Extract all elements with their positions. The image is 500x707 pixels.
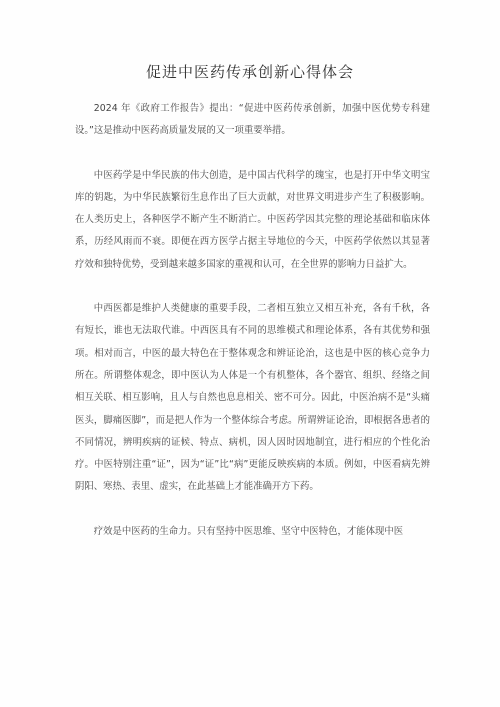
- paragraph-3: 中西医都是维护人类健康的重要手段，二者相互独立又相互补充，各有千秋，各有短长，谁也无法取代谁。中西医具有不同的思维模式和理论体系，各有其优势和强项。相对而言，中医的最大特色在于整体观念和辨证论治，这也是中医的核心竞争力所在。所谓整体观念，即中医认为人体是一个有机整体，各个器官、组织、经络之间相互关联、相互影响，且人与自然也息息相关、密不可分。因此，中医治病不是“头痛医头，脚痛医脚”，而是把人作为一个整体综合考虑。所谓辨证论治，即根据各患者的不同情况，辨明疾病的证候、特点、病机，因人因时因地制宜，进行相应的个性化治疗。中医特别注重“证”，因为“证”比“病”更能反映疾病的本质。例如，中医看病先辨阴阳、寒热、表里、虚实，在此基础上才能准确开方下药。: [75, 303, 430, 493]
- document-title: 促进中医药传承创新心得体会: [145, 63, 354, 81]
- document-body: [75, 98, 430, 565]
- paragraph-1: 2024 年《政府工作报告》提出：“促进中医药传承创新，加强中医优势专科建设。”这是推动中医药高质量发展的又一项重要举措。: [75, 103, 430, 137]
- paragraph-4: 疗效是中医药的生命力。只有坚持中医思维、坚守中医特色，才能体现中医: [93, 525, 404, 537]
- paragraph-2: 中医药学是中华民族的伟大创造，是中国古代科学的瑰宝，也是打开中华文明宝库的钥匙，为中华民族繁衍生息作出了巨大贡献，对世界文明进步产生了积极影响。在人类历史上，各种医学不断产生不断消亡。中医药学因其完整的理论基础和临床体系，历经风雨而不衰。即便在西方医学占据主导地位的今天，中医药学依然以其显著疗效和独特优势，受到越来越多国家的重视和认可，在全世界的影响力日益扩大。: [75, 169, 430, 270]
